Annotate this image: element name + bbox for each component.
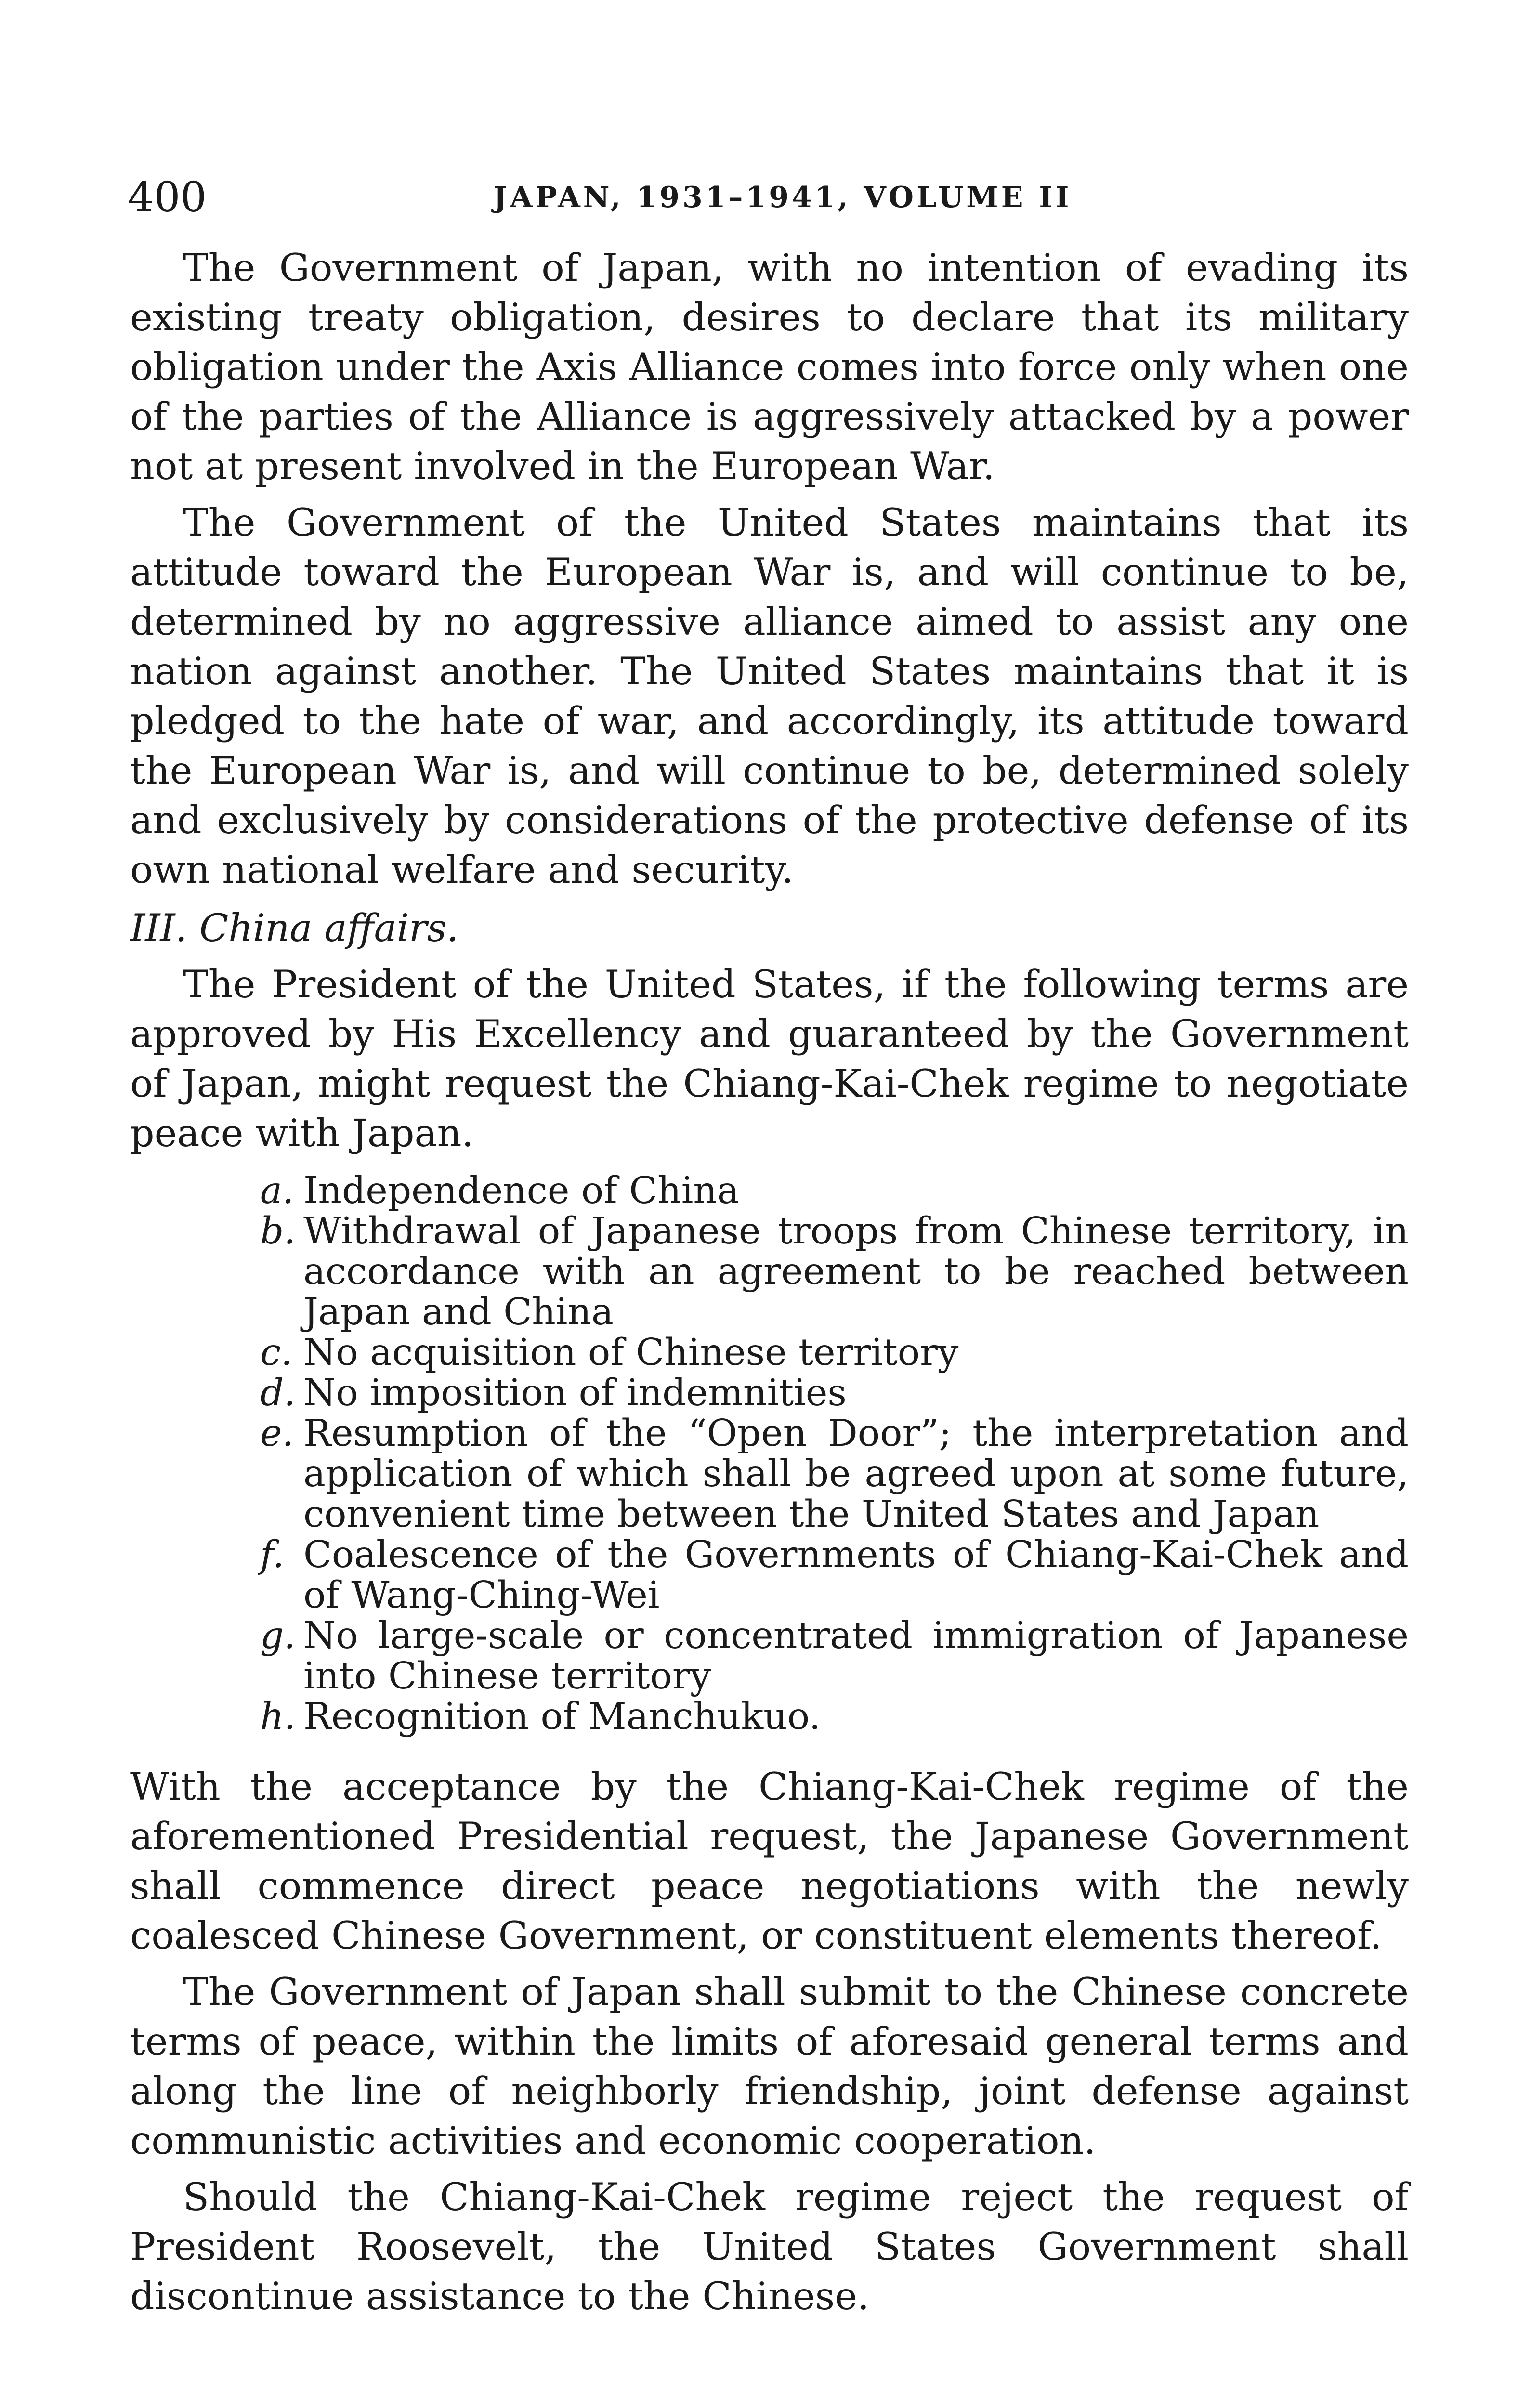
paragraph-us-attitude: The Government of the United States maintains that its attitude toward the European War is, and will continue to be, determined by no aggressive alliance aimed to assist any one nation against another. The United States maintains that it is pledged to the hate of war, and accordingly, its attitude toward the European War is, and will continue to be, determined solely and exclusively by considerations of the protective defense of its own national welfare and security. (130, 500, 1409, 892)
page-number: 400 (128, 173, 207, 222)
section-heading: III. China affairs. (130, 906, 459, 950)
list-item (260, 1211, 1409, 1333)
paragraph-president-terms: The President of the United States, if the following terms are approved by His Excellency and guaranteed by the Government of Japan, might request the Chiang-Kai-Chek regime to negotiate peace with Japan. (130, 962, 1409, 1155)
list-item (260, 1535, 1409, 1616)
list-item (260, 1616, 1409, 1697)
terms-list (130, 1171, 1409, 1737)
list-item-text: Coalescence of the Governments of Chiang-Kai-Chek and of Wang-Ching-Wei (303, 1533, 1409, 1617)
list-item-text: Recognition of Manchukuo. (303, 1695, 821, 1738)
list-item-letter: d. (260, 1372, 296, 1414)
list-item-letter: c. (260, 1331, 293, 1374)
list-item-text: Resumption of the “Open Door”; the interpretation and application of which shall be agreed upon at some future, convenient time between the United States and Japan (303, 1412, 1409, 1536)
list-item-text: No large-scale or concentrated immigration of Japanese into Chinese territory (303, 1614, 1409, 1698)
list-item-letter: b. (260, 1210, 296, 1253)
list-item (260, 1413, 1409, 1535)
list-item-text: No acquisition of Chinese territory (303, 1331, 959, 1374)
list-item-letter: h. (260, 1695, 296, 1738)
list-item-text: Independence of China (303, 1169, 739, 1212)
running-head: JAPAN, 1931–1941, VOLUME II (493, 181, 1072, 214)
list-item-letter: e. (260, 1412, 294, 1455)
paragraph-negotiations: With the acceptance by the Chiang-Kai-Chek regime of the aforementioned Presidential request, the Japanese Government shall commence direct peace negotiations with the newly coalesced Chinese Government, or constituent elements thereof. (130, 1765, 1409, 1958)
list-item (260, 1171, 1409, 1211)
paragraph-axis-obligation: The Government of Japan, with no intention of evading its existing treaty obligation, desires to declare that its military obligation under the Axis Alliance comes into force only when one of the parties of the Alliance is aggressively attacked by a power not at present involved in the European War. (130, 246, 1409, 488)
list-item (260, 1697, 1409, 1737)
list-item-text: Withdrawal of Japanese troops from Chinese territory, in accordance with an agreement to be reached between Japan and China (303, 1210, 1409, 1334)
paragraph-rejection: Should the Chiang-Kai-Chek regime reject the request of President Roosevelt, the United States Government shall discontinue assistance to the Chinese. (130, 2175, 1409, 2318)
list-item-letter: f. (260, 1533, 285, 1576)
list-item-letter: g. (260, 1614, 296, 1657)
body-text (130, 243, 1409, 2321)
list-item-text: No imposition of indemnities (303, 1372, 847, 1414)
page-header (128, 169, 1409, 226)
list-item (260, 1333, 1409, 1373)
list-item-letter: a. (260, 1169, 294, 1212)
list-item (260, 1373, 1409, 1413)
paragraph-peace-terms: The Government of Japan shall submit to the Chinese concrete terms of peace, within the limits of aforesaid general terms and along the line of neighborly friendship, joint defense against communistic activities and economic cooperation. (130, 1970, 1409, 2163)
